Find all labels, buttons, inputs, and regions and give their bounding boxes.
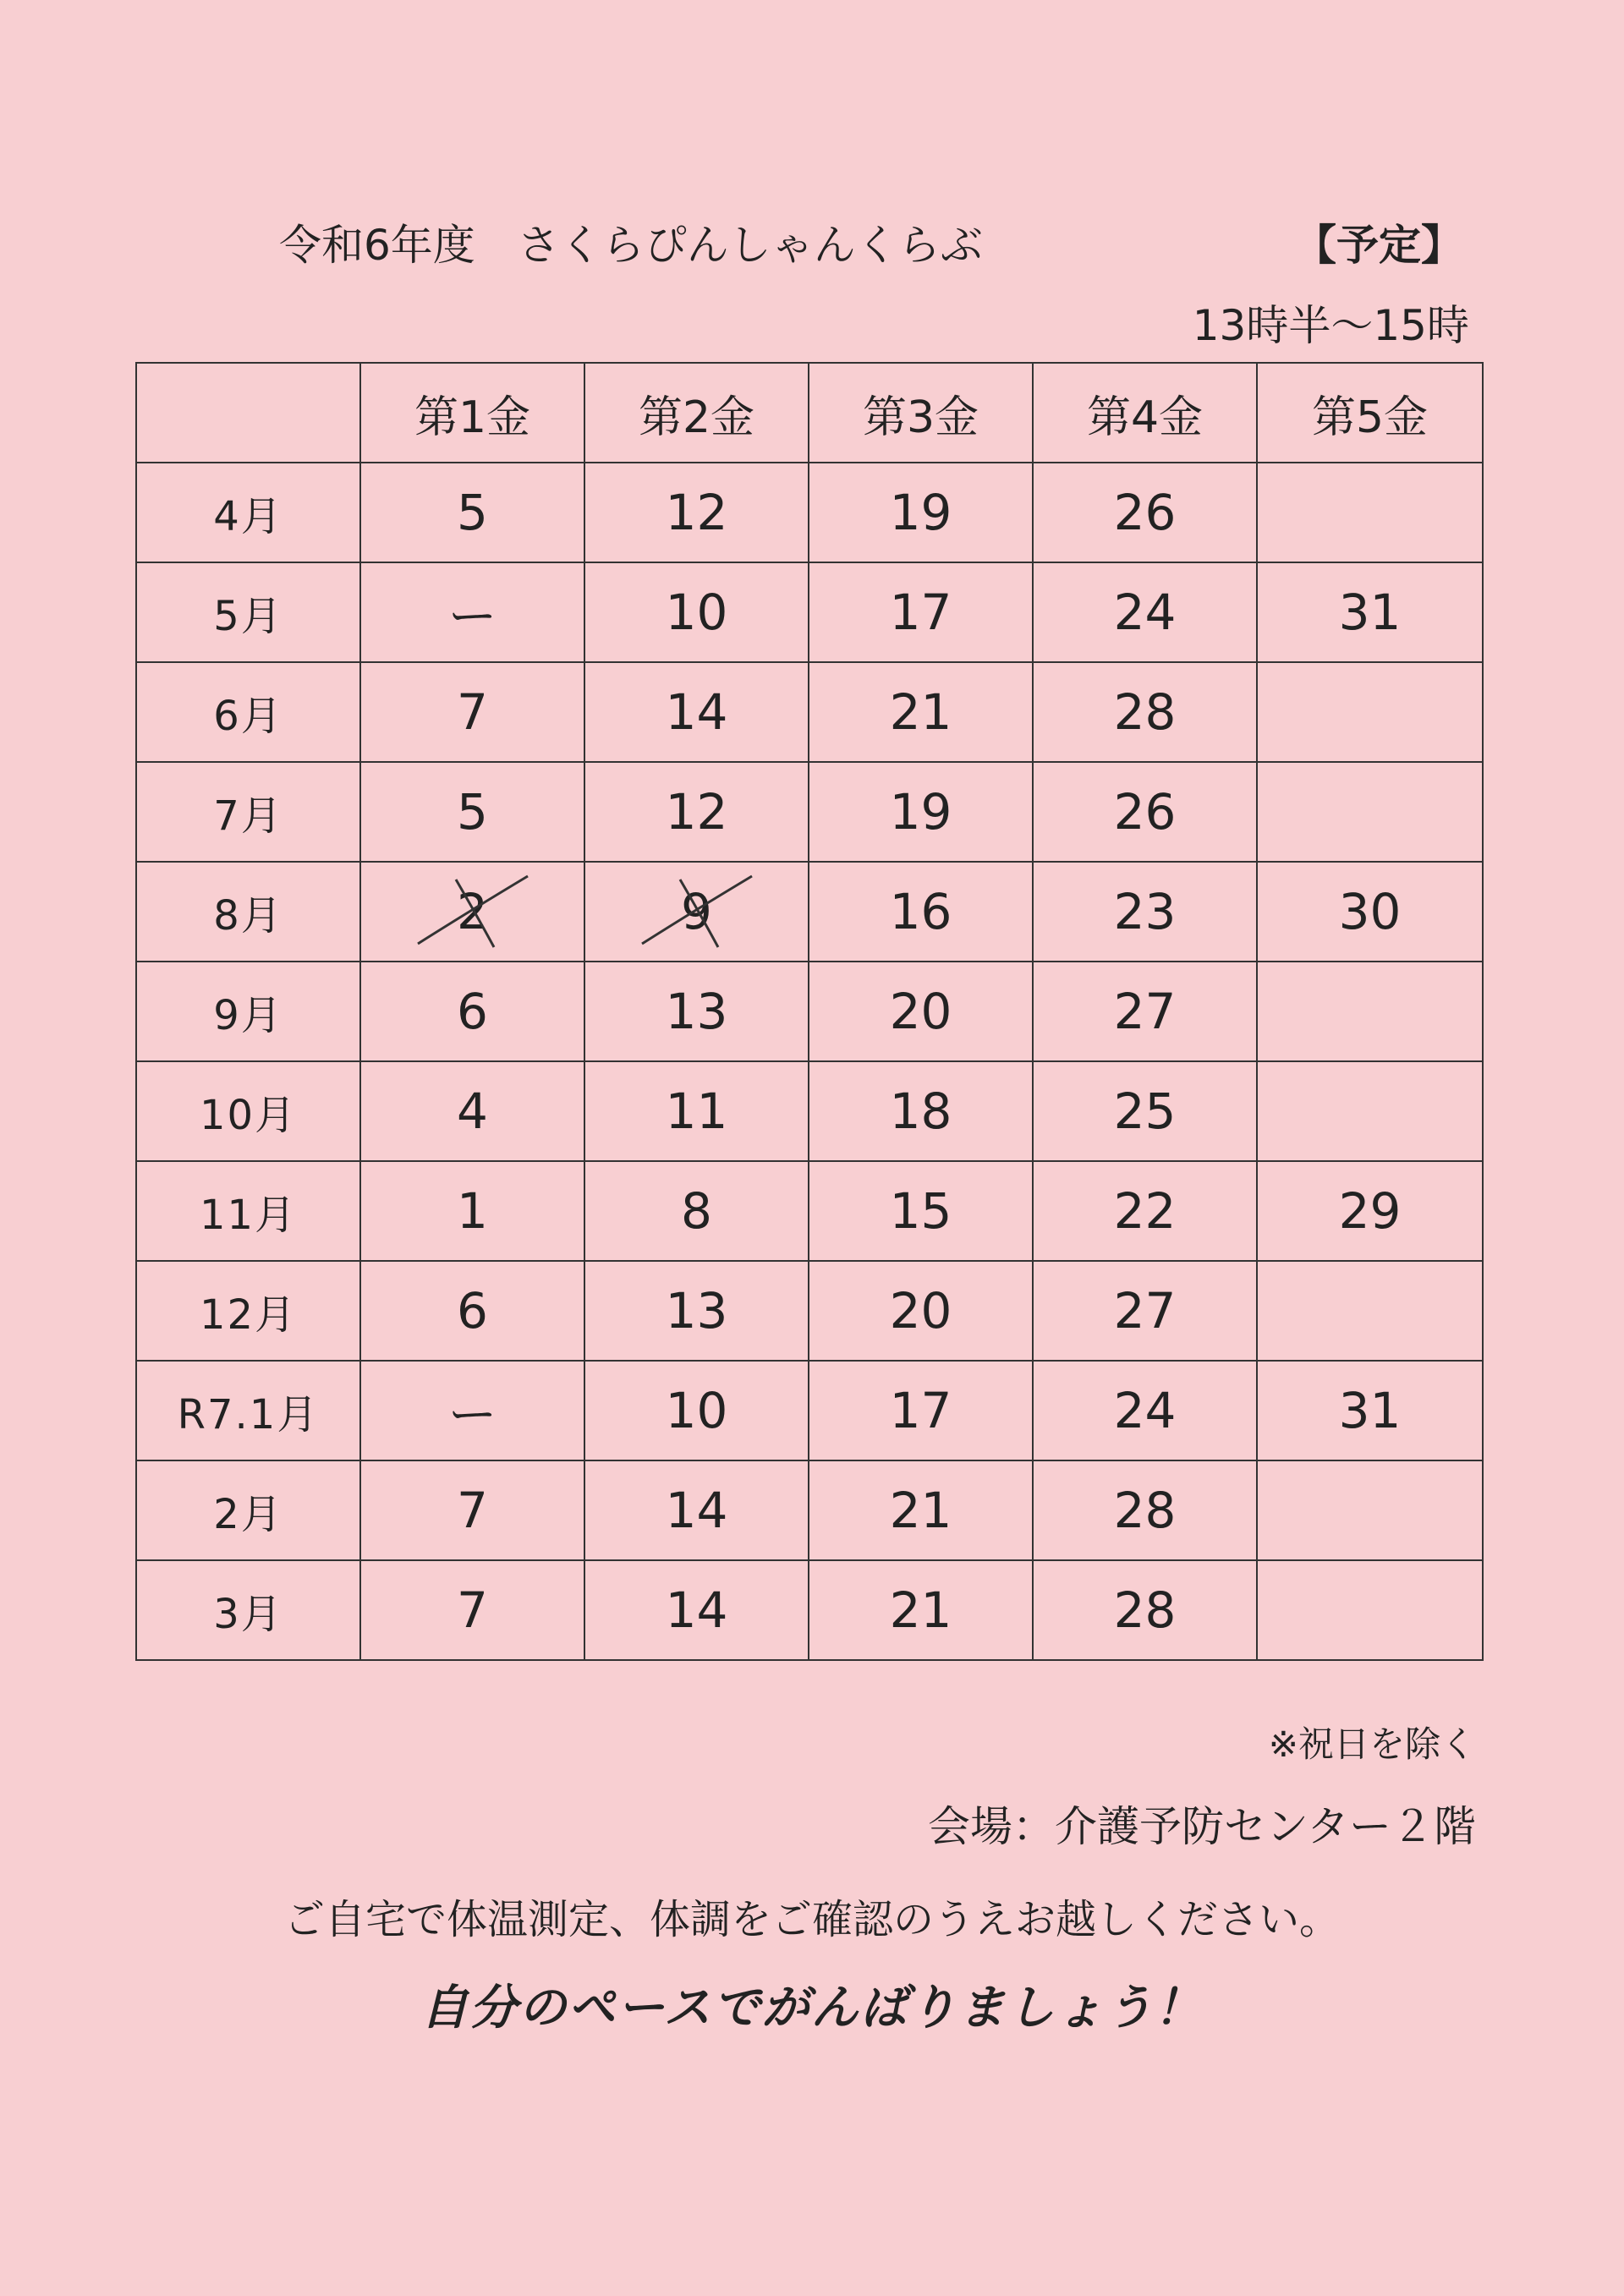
day-value: 6 [457, 983, 488, 1040]
table-row [136, 1261, 1483, 1361]
day-cell [584, 562, 809, 662]
day-cell [809, 463, 1033, 562]
day-cell [360, 1261, 584, 1361]
schedule-table [135, 362, 1484, 1661]
table-row [136, 463, 1483, 562]
day-cell [809, 1460, 1033, 1560]
day-cell [809, 962, 1033, 1061]
month-cell: 12月 [136, 1261, 360, 1361]
day-value: 30 [1338, 883, 1402, 940]
header [279, 211, 1463, 279]
day-value: 20 [889, 1282, 952, 1340]
day-cell [584, 1560, 809, 1660]
day-cell [1257, 862, 1483, 962]
month-cell: R7.1月 [136, 1361, 360, 1460]
day-cell [360, 962, 584, 1061]
day-value: 24 [1113, 1382, 1177, 1439]
day-value: 21 [889, 683, 952, 741]
day-value: 19 [889, 783, 952, 841]
day-value: 14 [665, 1581, 728, 1639]
day-cell [809, 1261, 1033, 1361]
time-range: 13時半～15時 [1192, 301, 1469, 350]
day-value: 17 [889, 584, 952, 641]
day-cell [360, 862, 584, 962]
day-value: 14 [665, 1482, 728, 1539]
day-value: 28 [1113, 1482, 1177, 1539]
table-row [136, 1161, 1483, 1261]
table-row [136, 862, 1483, 962]
day-cell [1257, 662, 1483, 762]
day-value: 9 [681, 883, 712, 940]
day-value: 31 [1338, 584, 1402, 641]
day-value: 15 [889, 1182, 952, 1240]
day-value: 25 [1113, 1082, 1177, 1140]
day-cell [360, 1061, 584, 1161]
day-value: 18 [889, 1082, 952, 1140]
month-cell: 8月 [136, 862, 360, 962]
holiday-note: ※祝日を除く [1268, 1723, 1476, 1765]
day-cell [584, 762, 809, 862]
day-value: 7 [457, 1581, 488, 1639]
day-value: 14 [665, 683, 728, 741]
table-body [136, 463, 1483, 1660]
day-value: 5 [457, 484, 488, 541]
day-cell [809, 1061, 1033, 1161]
day-value: 7 [457, 683, 488, 741]
month-cell: 3月 [136, 1560, 360, 1660]
day-value: 24 [1113, 584, 1177, 641]
table-row [136, 1560, 1483, 1660]
day-cell [360, 762, 584, 862]
table-header-row [136, 363, 1483, 463]
month-cell: 5月 [136, 562, 360, 662]
day-value: 7 [457, 1482, 488, 1539]
day-cell [1033, 1361, 1257, 1460]
notice-message: ご自宅で体温測定、体調をご確認のうえお越しください。 [283, 1896, 1340, 1943]
day-value: 10 [665, 1382, 728, 1439]
day-cell [809, 862, 1033, 962]
day-value: 10 [665, 584, 728, 641]
day-cell [584, 1361, 809, 1460]
day-cell [360, 662, 584, 762]
month-cell: 7月 [136, 762, 360, 862]
day-value: 13 [665, 983, 728, 1040]
day-cell [1033, 562, 1257, 662]
day-value: 11 [665, 1082, 728, 1140]
day-value: 1 [457, 1182, 488, 1240]
day-value: 28 [1113, 683, 1177, 741]
day-value: 27 [1113, 1282, 1177, 1340]
day-value: 6 [457, 1282, 488, 1340]
day-cell [360, 1361, 584, 1460]
day-cell [1033, 762, 1257, 862]
day-value: 8 [681, 1182, 712, 1240]
day-cell [584, 1161, 809, 1261]
day-value: 26 [1113, 783, 1177, 841]
day-cell [1257, 1061, 1483, 1161]
table-row [136, 1460, 1483, 1560]
month-cell: 10月 [136, 1061, 360, 1161]
day-value: 28 [1113, 1581, 1177, 1639]
table-row [136, 962, 1483, 1061]
day-value: ー [447, 1386, 497, 1444]
day-cell [1033, 962, 1257, 1061]
table-row [136, 562, 1483, 662]
table-row [136, 662, 1483, 762]
venue-text: 会場：介護予防センター２階 [928, 1802, 1476, 1851]
day-cell [1033, 1560, 1257, 1660]
slogan: 自分のペースでがんばりましょう！ [420, 1981, 1204, 2036]
day-cell [1033, 1061, 1257, 1161]
page-title: 令和6年度 さくらぴんしゃんくらぶ [279, 221, 983, 270]
table-row [136, 1061, 1483, 1161]
day-cell [360, 562, 584, 662]
day-cell [1033, 463, 1257, 562]
day-cell [1257, 1460, 1483, 1560]
header-corner-cell [136, 363, 360, 463]
day-cell [809, 762, 1033, 862]
day-value: 21 [889, 1482, 952, 1539]
day-cell [1033, 862, 1257, 962]
day-cell [809, 1560, 1033, 1660]
header-cell: 第3金 [809, 363, 1033, 463]
day-cell [584, 463, 809, 562]
day-cell [1033, 1460, 1257, 1560]
day-value: 5 [457, 783, 488, 841]
day-cell [809, 1361, 1033, 1460]
day-cell [1033, 662, 1257, 762]
header-cell: 第2金 [584, 363, 809, 463]
day-cell [1033, 1261, 1257, 1361]
day-cell [584, 962, 809, 1061]
day-value: 31 [1338, 1382, 1402, 1439]
status-label: 【予定】 [1294, 221, 1463, 270]
day-value: 22 [1113, 1182, 1177, 1240]
day-value: 12 [665, 783, 728, 841]
day-cell [584, 1061, 809, 1161]
header-cell: 第5金 [1257, 363, 1483, 463]
day-cell [1257, 463, 1483, 562]
month-cell: 2月 [136, 1460, 360, 1560]
day-cell [1257, 1560, 1483, 1660]
day-value: 13 [665, 1282, 728, 1340]
day-cell [1033, 1161, 1257, 1261]
day-value: 23 [1113, 883, 1177, 940]
day-value: 21 [889, 1581, 952, 1639]
table-row [136, 1361, 1483, 1460]
day-value: 4 [457, 1082, 488, 1140]
day-value: 19 [889, 484, 952, 541]
day-cell [1257, 762, 1483, 862]
day-value: 16 [889, 883, 952, 940]
day-value: 2 [457, 883, 488, 940]
day-value: 27 [1113, 983, 1177, 1040]
day-cell [360, 463, 584, 562]
day-cell [809, 562, 1033, 662]
table-row [136, 762, 1483, 862]
day-cell [809, 662, 1033, 762]
month-cell: 6月 [136, 662, 360, 762]
day-value: 29 [1338, 1182, 1402, 1240]
month-cell: 4月 [136, 463, 360, 562]
day-cell [584, 662, 809, 762]
day-cell [1257, 1161, 1483, 1261]
day-cell [360, 1460, 584, 1560]
header-cell: 第1金 [360, 363, 584, 463]
day-cell [360, 1560, 584, 1660]
day-cell [809, 1161, 1033, 1261]
day-value: 26 [1113, 484, 1177, 541]
day-cell [1257, 1261, 1483, 1361]
day-cell [584, 1261, 809, 1361]
day-cell [584, 1460, 809, 1560]
month-cell: 9月 [136, 962, 360, 1061]
day-cell [360, 1161, 584, 1261]
day-value: 12 [665, 484, 728, 541]
header-cell: 第4金 [1033, 363, 1257, 463]
day-cell [1257, 562, 1483, 662]
day-value: 17 [889, 1382, 952, 1439]
day-value: 20 [889, 983, 952, 1040]
day-cell [584, 862, 809, 962]
day-value: ー [447, 588, 497, 645]
month-cell: 11月 [136, 1161, 360, 1261]
day-cell [1257, 1361, 1483, 1460]
day-cell [1257, 962, 1483, 1061]
